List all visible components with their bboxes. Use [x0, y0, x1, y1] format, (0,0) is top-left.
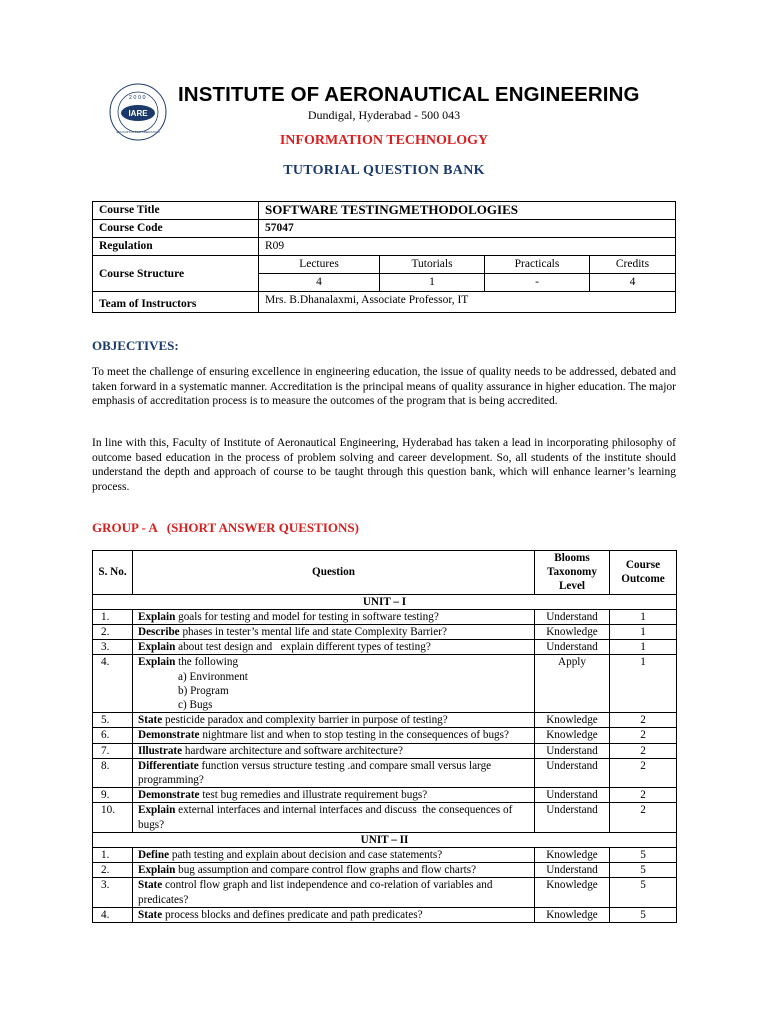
blooms-level: Understand — [535, 640, 610, 655]
question-text — [133, 640, 535, 655]
table-row — [93, 655, 677, 713]
blooms-level: Apply — [535, 655, 610, 713]
unit-2-heading: UNIT – II — [93, 832, 677, 847]
table-row — [93, 803, 677, 832]
table-row — [93, 713, 677, 728]
question-text — [133, 878, 535, 907]
tutorials-value: 1 — [380, 274, 485, 292]
question-text — [133, 848, 535, 863]
group-a-heading: GROUP - A (SHORT ANSWER QUESTIONS) — [92, 520, 359, 535]
tutorials-header: Tutorials — [380, 256, 485, 274]
question-verb: Demonstrate — [138, 789, 200, 802]
course-outcome: 2 — [610, 743, 677, 758]
question-verb: Explain — [138, 656, 176, 669]
question-verb: Demonstrate — [138, 729, 200, 742]
question-body: phases in tester’s mental life and state Complexity Barrier? — [179, 626, 447, 639]
course-title-value: SOFTWARE TESTINGMETHODOLOGIES — [259, 202, 676, 220]
question-body: function versus structure testing .and compare small versus large programming? — [138, 759, 492, 787]
question-text — [133, 713, 535, 728]
sub-item-bugs: c) Bugs — [178, 699, 213, 712]
lectures-value: 4 — [259, 274, 380, 292]
header-sno: S. No. — [93, 551, 133, 595]
department-title: INFORMATION TECHNOLOGY — [279, 133, 489, 148]
question-number: 4. — [93, 655, 133, 713]
course-outcome: 5 — [610, 907, 677, 922]
practicals-value: - — [485, 274, 590, 292]
question-verb: Explain — [138, 804, 176, 817]
questions-table — [92, 550, 677, 923]
question-body: path testing and explain about decision and case statements? — [169, 849, 443, 862]
table-row — [93, 758, 677, 787]
question-number: 1. — [93, 848, 133, 863]
question-verb: Explain — [138, 864, 176, 877]
table-row — [93, 743, 677, 758]
course-outcome: 5 — [610, 863, 677, 878]
question-body: external interfaces and internal interfaces and discuss the consequences of bugs? — [138, 804, 516, 831]
practicals-header: Practicals — [485, 256, 590, 274]
course-outcome: 1 — [610, 655, 677, 713]
question-number: 3. — [93, 640, 133, 655]
document-title: TUTORIAL QUESTION BANK — [283, 163, 485, 178]
sub-item-program: b) Program — [178, 684, 229, 697]
course-outcome: 2 — [610, 728, 677, 743]
logo-year: 2000 — [128, 95, 148, 101]
question-body: control flow graph and list independence and co-relation of variables and predicates? — [138, 879, 493, 906]
question-number: 6. — [93, 728, 133, 743]
question-body: goals for testing and model for testing in software testing? — [175, 610, 439, 623]
course-outcome: 5 — [610, 878, 677, 907]
objectives-paragraph-1: To meet the challenge of ensuring excellence in engineering education, the issue of quality needs to be addressed, debated and taken forward in a systematic manner. Accreditation is the principal means of quality assurance in higher education. The major emphasis of accreditation process is to measure the outcomes of the program that is being accredited. — [92, 366, 676, 408]
table-row — [93, 878, 677, 907]
blooms-level: Understand — [535, 788, 610, 803]
question-text — [133, 863, 535, 878]
course-structure-label: Course Structure — [93, 256, 259, 292]
blooms-level: Knowledge — [535, 848, 610, 863]
course-outcome: 1 — [610, 609, 677, 624]
course-outcome: 5 — [610, 848, 677, 863]
header-blooms: Blooms Taxonomy Level — [535, 551, 610, 595]
course-outcome: 2 — [610, 713, 677, 728]
question-text — [133, 788, 535, 803]
sub-item-environment: a) Environment — [178, 670, 248, 683]
regulation-value: R09 — [259, 238, 676, 256]
table-row — [93, 609, 677, 624]
question-body: pesticide paradox and complexity barrier in purpose of testing? — [162, 714, 448, 727]
institute-name: INSTITUTE OF AERONAUTICAL ENGINEERING — [178, 83, 640, 106]
question-body: hardware architecture and software architecture? — [182, 744, 403, 757]
question-body: bug assumption and compare control flow graphs and flow charts? — [175, 864, 477, 877]
question-number: 5. — [93, 713, 133, 728]
question-text — [133, 609, 535, 624]
blooms-level: Knowledge — [535, 878, 610, 907]
question-text — [133, 758, 535, 787]
question-verb: Differentiate — [138, 759, 199, 772]
blooms-level: Knowledge — [535, 625, 610, 640]
question-number: 1. — [93, 609, 133, 624]
table-row — [93, 907, 677, 922]
regulation-label: Regulation — [93, 238, 259, 256]
unit-1-heading: UNIT – I — [93, 594, 677, 609]
blooms-level: Understand — [535, 803, 610, 832]
team-value: Mrs. B.Dhanalaxmi, Associate Professor, IT — [259, 292, 676, 313]
question-text — [133, 655, 535, 713]
table-row — [93, 788, 677, 803]
header-outcome: Course Outcome — [610, 551, 677, 595]
course-info-table — [92, 201, 676, 313]
course-outcome: 2 — [610, 788, 677, 803]
question-number: 4. — [93, 907, 133, 922]
course-code-label: Course Code — [93, 220, 259, 238]
credits-header: Credits — [590, 256, 676, 274]
objectives-paragraph-2: In line with this, Faculty of Institute of Aeronautical Engineering, Hyderabad has taken a lead in incorporating philosophy of outcome based education in the process of problem solving and career development. So, all students of the institute should understand the depth and approach of course to be taught through this question bank, which will enhance learner’s learning process. — [92, 437, 676, 493]
question-body: nightmare list and when to stop testing in the consequences of bugs? — [199, 729, 509, 742]
question-verb: Define — [138, 849, 170, 862]
question-number: 3. — [93, 878, 133, 907]
lectures-header: Lectures — [259, 256, 380, 274]
question-verb: Describe — [138, 626, 180, 639]
table-row — [93, 848, 677, 863]
question-body: about test design and explain different types of testing? — [175, 641, 431, 654]
course-outcome: 1 — [610, 625, 677, 640]
question-text — [133, 625, 535, 640]
institute-address: Dundigal, Hyderabad - 500 043 — [307, 108, 461, 122]
blooms-level: Understand — [535, 609, 610, 624]
table-row — [93, 640, 677, 655]
objectives-heading: OBJECTIVES: — [92, 338, 179, 353]
blooms-level: Understand — [535, 758, 610, 787]
question-text — [133, 728, 535, 743]
table-row — [93, 625, 677, 640]
logo-abbr: IARE — [128, 109, 148, 118]
question-number: 2. — [93, 625, 133, 640]
team-label: Team of Instructors — [93, 292, 259, 313]
course-code-value: 57047 — [259, 220, 676, 238]
header-question: Question — [133, 551, 535, 595]
question-number: 8. — [93, 758, 133, 787]
question-body: process blocks and defines predicate and path predicates? — [162, 908, 423, 921]
question-verb: State — [138, 714, 163, 727]
blooms-level: Understand — [535, 743, 610, 758]
question-number: 9. — [93, 788, 133, 803]
table-row — [93, 863, 677, 878]
question-verb: Explain — [138, 641, 176, 654]
question-number: 10. — [93, 803, 133, 832]
question-verb: State — [138, 879, 163, 892]
question-number: 2. — [93, 863, 133, 878]
table-row — [93, 728, 677, 743]
question-verb: State — [138, 908, 163, 921]
blooms-level: Understand — [535, 863, 610, 878]
blooms-level: Knowledge — [535, 728, 610, 743]
blooms-level: Knowledge — [535, 907, 610, 922]
question-verb: Explain — [138, 610, 176, 623]
course-outcome: 1 — [610, 640, 677, 655]
credits-value: 4 — [590, 274, 676, 292]
logo-motto: EDUCATION FOR LIBERATION — [116, 130, 160, 134]
course-outcome: 2 — [610, 803, 677, 832]
question-body: the following — [175, 656, 239, 669]
question-verb: Illustrate — [138, 744, 183, 757]
question-body: test bug remedies and illustrate requirement bugs? — [199, 789, 428, 802]
course-outcome: 2 — [610, 758, 677, 787]
question-number: 7. — [93, 743, 133, 758]
blooms-level: Knowledge — [535, 713, 610, 728]
question-text — [133, 907, 535, 922]
question-text — [133, 803, 535, 832]
question-text — [133, 743, 535, 758]
course-title-label: Course Title — [93, 202, 259, 220]
